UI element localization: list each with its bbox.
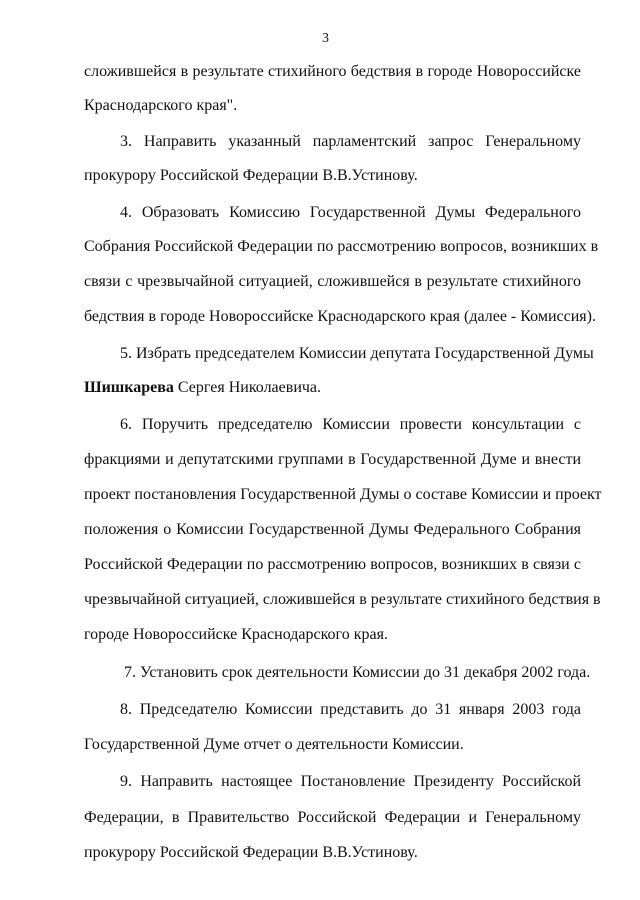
deputy-name: Сергея Николаевича. [173,379,322,396]
paragraph-8-line: Государственной Думе отчет о деятельности Комиссии. [84,736,464,753]
paragraph-8-line: 8. Председателю Комиссии представить до 31 января 2003 года [120,701,581,718]
paragraph-6-line: чрезвычайной ситуацией, сложившейся в результате стихийного бедствия в [84,591,601,608]
paragraph-9-line: 9. Направить настоящее Постановление Президенту Российской [120,773,581,790]
paragraph-6-line: 6. Поручить председателю Комиссии провести консультации с [120,416,581,433]
paragraph-9-line: Федерации, в Правительство Российской Федерации и Генеральному [84,809,581,826]
paragraph-9-line: прокурору Российской Федерации В.В.Устинову. [84,844,418,861]
paragraph-6-line: фракциями и депутатскими группами в Государственной Думе и внести [84,451,581,468]
paragraph-5-line [84,379,581,397]
paragraph-6-line: городе Новороссийске Краснодарского края. [84,626,388,643]
paragraph-6-line: проект постановления Государственной Думы о составе Комиссии и проект [84,486,602,503]
page-number: 3 [322,31,329,46]
paragraph-4-line: связи с чрезвычайной ситуацией, сложившейся в результате стихийного [84,273,581,290]
text-line: Краснодарского края". [84,97,238,114]
text-line: сложившейся в результате стихийного бедствия в городе Новороссийске [84,63,581,80]
paragraph-4-line: 4. Образовать Комиссию Государственной Думы Федерального [120,204,581,221]
paragraph-5-line: 5. Избрать председателем Комиссии депутата Государственной Думы [120,345,594,362]
paragraph-3-line: прокурору Российской Федерации В.В.Устинову. [84,167,418,184]
deputy-surname: Шишкарева [84,379,174,396]
paragraph-4-line: бедствия в городе Новороссийске Краснодарского края (далее - Комиссия). [84,308,596,325]
paragraph-7-line: 7. Установить срок деятельности Комиссии до 31 декабря 2002 года. [124,664,591,681]
paragraph-3-line: 3. Направить указанный парламентский запрос Генеральному [120,133,581,150]
paragraph-6-line: Российской Федерации по рассмотрению вопросов, возникших в связи с [84,556,581,573]
paragraph-6-line: положения о Комиссии Государственной Думы Федерального Собрания [84,521,581,538]
paragraph-4-line: Собрания Российской Федерации по рассмотрению вопросов, возникших в [84,238,599,255]
